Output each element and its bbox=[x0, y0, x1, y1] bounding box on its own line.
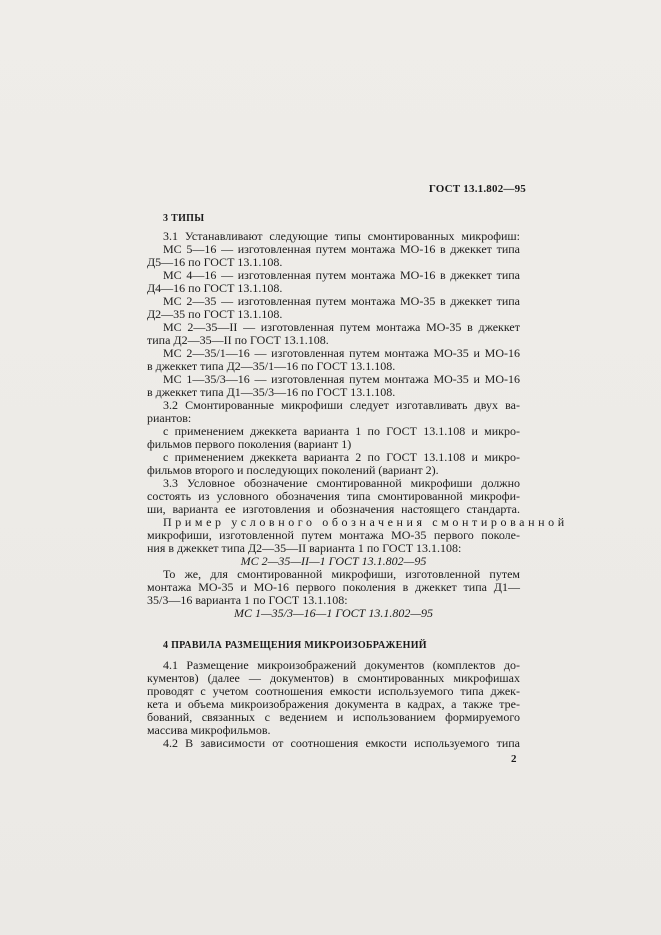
variant-2-line: фильмов второго и последующих поколений (вариант 2). bbox=[147, 463, 439, 477]
paragraph-4-1-line: массива микрофильмов. bbox=[147, 723, 271, 737]
type-ms-5-16-line: Д5—16 по ГОСТ 13.1.108. bbox=[147, 255, 283, 269]
type-ms-2-35-ii-line: типа Д2—35—II по ГОСТ 13.1.108. bbox=[147, 333, 329, 347]
example-designation-2: МС 1—35/3—16—1 ГОСТ 13.1.802—95 bbox=[233, 606, 434, 620]
example-designation-1: МС 2—35—II—1 ГОСТ 13.1.802—95 bbox=[240, 554, 427, 568]
type-ms-2-35-1-16-line: МС 2—35/1—16 — изготовленная путем монтажа МО-35 и МО-16 bbox=[163, 346, 520, 360]
type-ms-4-16-line: МС 4—16 — изготовленная путем монтажа МО-16 в джеккет типа bbox=[163, 268, 520, 282]
paragraph-3-3-line: 3.3 Условное обозначение смонтированной микрофиши должно bbox=[163, 476, 520, 490]
variant-2-line: с применением джеккета варианта 2 по ГОСТ 13.1.108 и микро- bbox=[163, 450, 520, 464]
example-line: ния в джеккет типа Д2—35—II варианта 1 по ГОСТ 13.1.108: bbox=[147, 541, 462, 555]
page-number: 2 bbox=[511, 753, 517, 765]
paragraph-4-1-line: проводят с учетом соотношения емкости используемого типа джек- bbox=[147, 684, 520, 698]
type-ms-2-35-line: МС 2—35 — изготовленная путем монтажа МО-35 в джеккет типа bbox=[163, 294, 520, 308]
type-ms-2-35-line: Д2—35 по ГОСТ 13.1.108. bbox=[147, 307, 283, 321]
paragraph-3-2-line: 3.2 Смонтированные микрофиши следует изготавливать двух ва- bbox=[163, 398, 520, 412]
paragraph-4-1-line: кументов) (далее — документов) в смонтированных микрофишах bbox=[147, 671, 520, 685]
paragraph-4-1-line: бований, связанных с ведением и использованием формируемого bbox=[147, 710, 520, 724]
paragraph-3-1-line: 3.1 Устанавливают следующие типы смонтированных микрофиш: bbox=[163, 229, 520, 243]
example-2-line: монтажа МО-35 и МО-16 первого поколения в джеккет типа Д1— bbox=[147, 580, 520, 594]
type-ms-5-16-line: МС 5—16 — изготовленная путем монтажа МО-16 в джеккет типа bbox=[163, 242, 520, 256]
variant-1-line: фильмов первого поколения (вариант 1) bbox=[147, 437, 352, 451]
section-title-placement-rules: 4 ПРАВИЛА РАЗМЕЩЕНИЯ МИКРОИЗОБРАЖЕНИЙ bbox=[163, 640, 427, 651]
type-ms-2-35-ii-line: МС 2—35—II — изготовленная путем монтажа МО-35 в джеккет bbox=[163, 320, 520, 334]
paragraph-3-3-line: ши, варианта ее изготовления и обозначения настоящего стандарта. bbox=[147, 502, 520, 516]
example-heading-line: Пример условного обозначения смонтированной bbox=[163, 515, 568, 529]
variant-1-line: с применением джеккета варианта 1 по ГОСТ 13.1.108 и микро- bbox=[163, 424, 520, 438]
document-code-header: ГОСТ 13.1.802—95 bbox=[428, 183, 526, 195]
section-title-types: 3 ТИПЫ bbox=[163, 213, 205, 224]
paragraph-4-2-line: 4.2 В зависимости от соотношения емкости используемого типа bbox=[163, 736, 520, 750]
example-line: микрофиши, изготовленной путем монтажа МО-35 первого поколе- bbox=[147, 528, 520, 542]
paragraph-3-3-line: состоять из условного обозначения типа смонтированной микрофи- bbox=[147, 489, 520, 503]
example-2-line: 35/3—16 варианта 1 по ГОСТ 13.1.108: bbox=[147, 593, 348, 607]
paragraph-3-2-line: риантов: bbox=[147, 411, 192, 425]
paragraph-4-1-line: кета и объема микроизображения документа в кадрах, а также тре- bbox=[147, 697, 520, 711]
type-ms-1-35-3-16-line: в джеккет типа Д1—35/3—16 по ГОСТ 13.1.108. bbox=[147, 385, 396, 399]
type-ms-4-16-line: Д4—16 по ГОСТ 13.1.108. bbox=[147, 281, 283, 295]
paragraph-4-1-line: 4.1 Размещение микроизображений документов (комплектов до- bbox=[163, 658, 520, 672]
type-ms-1-35-3-16-line: МС 1—35/3—16 — изготовленная путем монтажа МО-35 и МО-16 bbox=[163, 372, 520, 386]
type-ms-2-35-1-16-line: в джеккет типа Д2—35/1—16 по ГОСТ 13.1.108. bbox=[147, 359, 396, 373]
example-2-line: То же, для смонтированной микрофиши, изготовленной путем bbox=[163, 567, 520, 581]
